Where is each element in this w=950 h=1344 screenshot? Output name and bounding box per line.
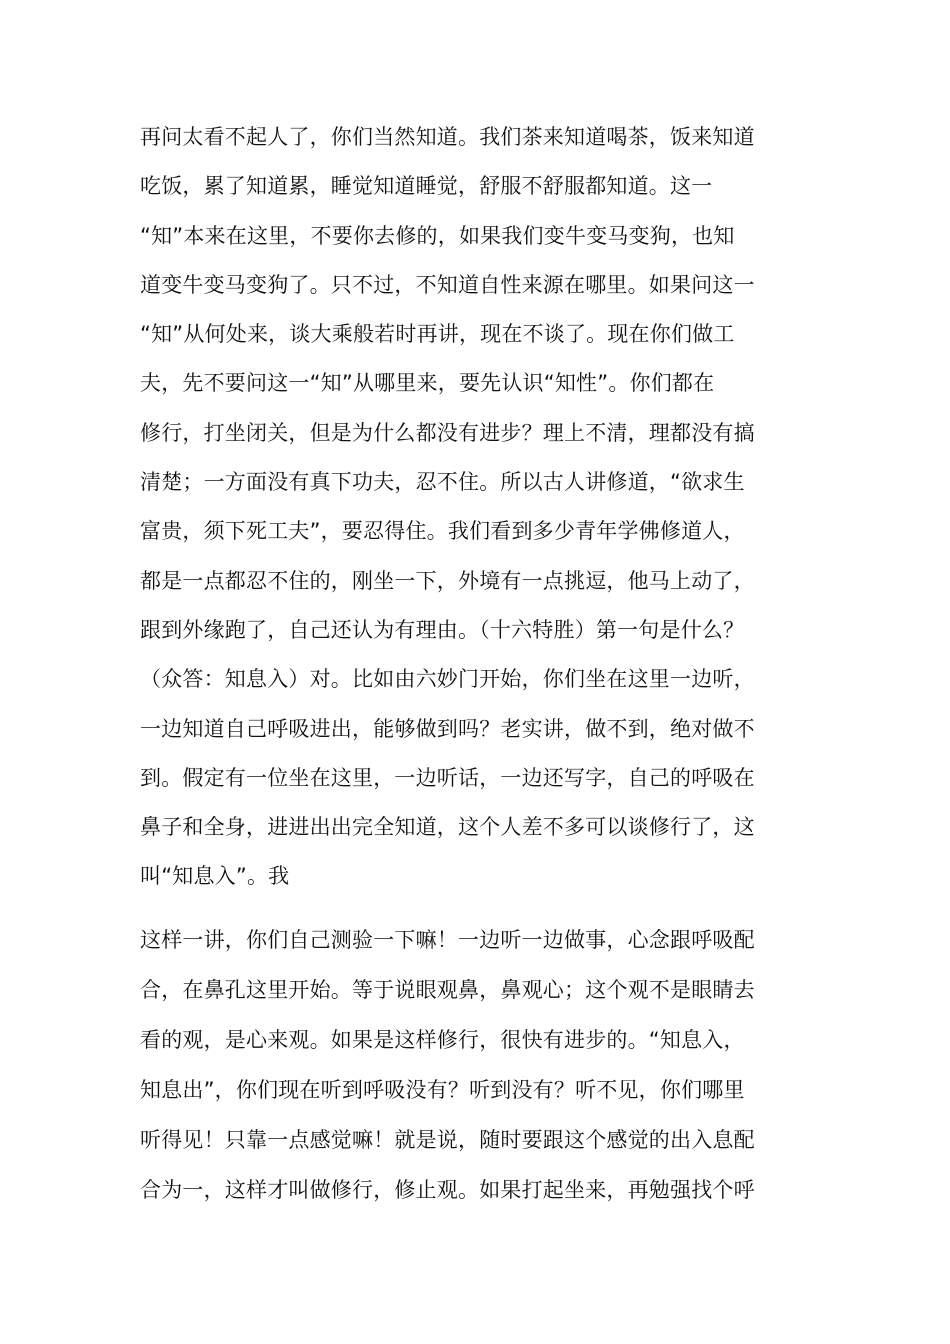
text-line: 吃饭，累了知道累，睡觉知道睡觉，舒服不舒服都知道。这一: [140, 174, 713, 199]
text-line: 叫“知息入”。我: [140, 864, 290, 889]
text-line: 夫，先不要问这一“知”从哪里来，要先认识“知性”。你们都在: [140, 371, 715, 396]
text-line: 鼻子和全身，进进出出完全知道，这个人差不多可以谈修行了，这: [140, 815, 755, 840]
text-line: 这样一讲，你们自己测验一下嘛！一边听一边做事，心念跟呼吸配: [140, 928, 755, 952]
paragraph-1: [140, 113, 820, 902]
text-line: （众答：知息入）对。比如由六妙门开始，你们坐在这里一边听，: [140, 667, 755, 692]
text-line: 到。假定有一位坐在这里，一边听话，一边还写字，自己的呼吸在: [140, 765, 755, 790]
text-line: 跟到外缘跑了，自己还认为有理由。（十六特胜）第一句是什么？: [140, 617, 745, 642]
text-line: 清楚；一方面没有真下功夫，忍不住。所以古人讲修道，“欲求生: [140, 470, 745, 495]
text-line: 再问太看不起人了，你们当然知道。我们茶来知道喝茶，饭来知道: [140, 125, 755, 149]
paragraph-2: [140, 915, 820, 1215]
text-line: “知”从何处来，谈大乘般若时再讲，现在不谈了。现在你们做工: [140, 322, 735, 347]
text-line: 合，在鼻孔这里开始。等于说眼观鼻，鼻观心；这个观不是眼睛去: [140, 978, 755, 1002]
text-line: “知”本来在这里，不要你去修的，如果我们变牛变马变狗，也知: [140, 223, 735, 248]
text-line: 都是一点都忍不住的，刚坐一下，外境有一点挑逗，他马上动了，: [140, 568, 755, 593]
text-line: 知息出”，你们现在听到呼吸没有？听到没有？听不见，你们哪里: [140, 1078, 745, 1102]
text-line: 修行，打坐闭关，但是为什么都没有进步？理上不清，理都没有搞: [140, 420, 755, 445]
text-line: 道变牛变马变狗了。只不过，不知道自性来源在哪里。如果问这一: [140, 272, 755, 297]
text-line: 听得见！只靠一点感觉嘛！就是说，随时要跟这个感觉的出入息配: [140, 1128, 755, 1152]
text-line: 一边知道自己呼吸进出，能够做到吗？老实讲，做不到，绝对做不: [140, 716, 755, 741]
text-line: 看的观，是心来观。如果是这样修行，很快有进步的。“知息入，: [140, 1028, 745, 1052]
text-line: 合为一，这样才叫做修行，修止观。如果打起坐来，再勉强找个呼: [140, 1178, 755, 1202]
text-line: 富贵，须下死工夫”，要忍得住。我们看到多少青年学佛修道人，: [140, 519, 745, 544]
